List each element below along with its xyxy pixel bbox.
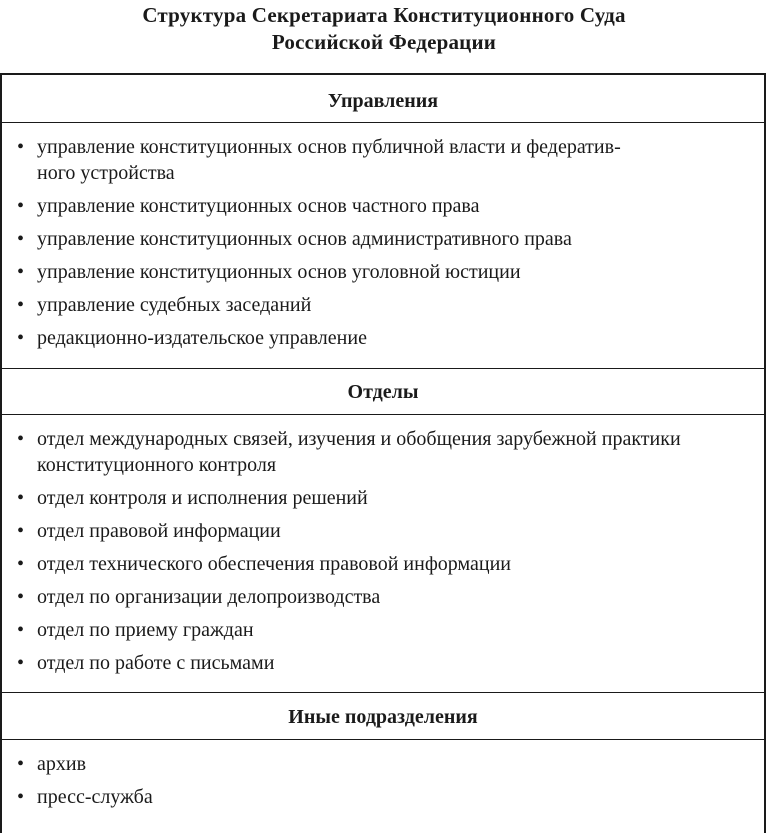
bullet-icon: • xyxy=(17,294,25,316)
other-units-list xyxy=(16,751,744,817)
list-item-text: архив xyxy=(37,753,87,775)
bullet-icon: • xyxy=(17,652,25,674)
section-heading-directorates: Управления xyxy=(327,90,439,112)
bullet-icon: • xyxy=(17,487,25,509)
bullet-icon: • xyxy=(17,228,25,250)
bullet-icon: • xyxy=(17,195,25,217)
list-item-text: отдел по организации делопроизводства xyxy=(37,586,381,608)
list-item xyxy=(16,751,744,777)
bullet-icon: • xyxy=(17,753,25,775)
list-item xyxy=(16,551,744,577)
directorates-list xyxy=(16,134,744,358)
bullet-icon: • xyxy=(17,619,25,641)
list-item xyxy=(16,325,744,351)
section-heading-other-units: Иные подразделения xyxy=(288,706,478,728)
list-item xyxy=(16,518,744,544)
list-item-text: управление конституционных основ частного права xyxy=(37,195,480,217)
list-item-text: пресс-служба xyxy=(37,786,153,808)
title-line-1: Структура Секретариата Конституционного Суда xyxy=(142,3,626,27)
list-item-text: отдел международных связей, изучения и обобщения зарубежной практики конституционного контроля xyxy=(37,428,681,476)
list-item-text xyxy=(37,136,621,184)
list-item xyxy=(16,292,744,318)
departments-list xyxy=(16,426,744,683)
bullet-icon: • xyxy=(17,136,25,158)
divider xyxy=(2,122,764,123)
list-item-text: управление конституционных основ административного права xyxy=(37,228,572,250)
divider xyxy=(2,414,764,415)
list-item-text: управление конституционных основ уголовной юстиции xyxy=(37,261,521,283)
list-item xyxy=(16,426,744,478)
document-title xyxy=(0,2,768,56)
list-item xyxy=(16,193,744,219)
section-heading-departments: Отделы xyxy=(347,381,419,403)
list-item-text: отдел по работе с письмами xyxy=(37,652,275,674)
bullet-icon: • xyxy=(17,520,25,542)
bullet-icon: • xyxy=(17,586,25,608)
list-item xyxy=(16,784,744,810)
list-item-text: отдел контроля и исполнения решений xyxy=(37,487,368,509)
hyphenated-line-1: управление конституционных основ публичной власти и федератив- xyxy=(37,136,621,158)
bullet-icon: • xyxy=(17,261,25,283)
bullet-icon: • xyxy=(17,428,25,450)
hyphenated-line-2: ного устройства xyxy=(37,162,175,184)
list-item-text: управление судебных заседаний xyxy=(37,294,312,316)
list-item-text: отдел правовой информации xyxy=(37,520,281,542)
bullet-icon: • xyxy=(17,553,25,575)
divider xyxy=(2,368,764,369)
list-item xyxy=(16,650,744,676)
bullet-icon: • xyxy=(17,786,25,808)
list-item-text: отдел технического обеспечения правовой информации xyxy=(37,553,511,575)
list-item xyxy=(16,226,744,252)
list-item xyxy=(16,485,744,511)
list-item xyxy=(16,584,744,610)
list-item xyxy=(16,134,744,186)
list-item xyxy=(16,617,744,643)
divider xyxy=(2,692,764,693)
bullet-icon: • xyxy=(17,327,25,349)
list-item-text: отдел по приему граждан xyxy=(37,619,254,641)
divider xyxy=(2,739,764,740)
list-item xyxy=(16,259,744,285)
title-line-2: Российской Федерации xyxy=(271,30,497,54)
list-item-text: редакционно-издательское управление xyxy=(37,327,367,349)
structure-table xyxy=(0,73,766,833)
